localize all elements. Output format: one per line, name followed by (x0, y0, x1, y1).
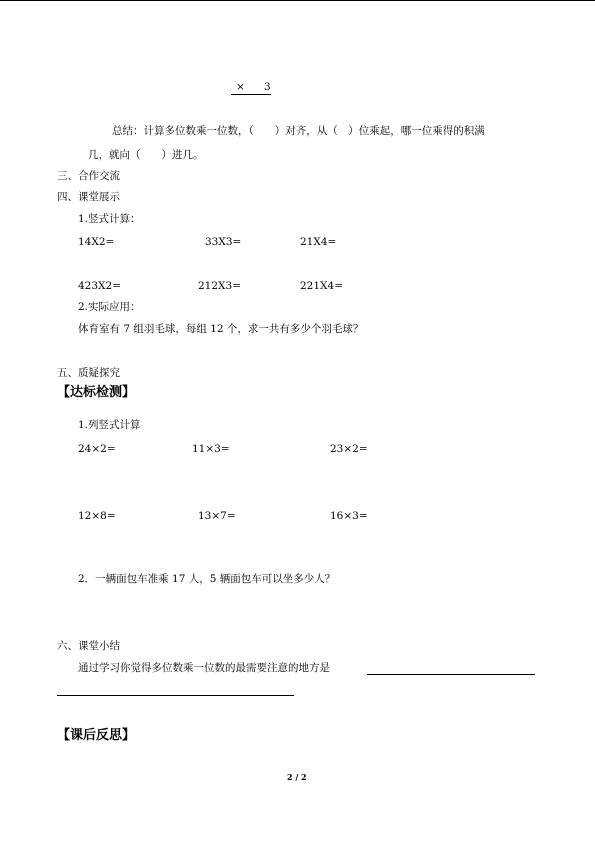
application-heading: 2.实际应用： (78, 301, 141, 313)
calc-item: 14X2= (78, 236, 115, 248)
application-problem: 体育室有 7 组羽毛球，每组 12 个，求一共有多少个羽毛球？ (78, 323, 364, 335)
answer-blank-line (367, 674, 535, 675)
multiply-underline (231, 94, 271, 95)
test-item: 24×2= (78, 443, 116, 455)
section-heading-6: 六、课堂小结 (57, 640, 120, 652)
summary-line-2: 几，就向（ ）进几。 (88, 149, 204, 161)
multiply-digit: 3 (264, 81, 271, 93)
test-item: 12×8= (78, 510, 116, 522)
test-heading: 【达标检测】 (57, 385, 136, 400)
answer-blank-line-2 (57, 695, 294, 696)
test-item: 11×3= (192, 443, 230, 455)
test-question-1: 1.列竖式计算 (78, 419, 141, 431)
calc-item: 212X3= (198, 280, 241, 292)
summary-prompt: 通过学习你觉得多位数乘一位数的最需要注意的地方是 (78, 662, 330, 674)
test-question-2: 2．一辆面包车准乘 17 人，5 辆面包车可以坐多少人？ (78, 573, 336, 585)
section-heading-4: 四、课堂展示 (57, 191, 120, 203)
calc-item: 21X4= (300, 236, 337, 248)
vertical-calc-heading: 1.竖式计算： (78, 213, 141, 225)
section-heading-5: 五、质疑探究 (57, 367, 120, 379)
calc-item: 221X4= (300, 280, 343, 292)
calc-item: 33X3= (205, 236, 242, 248)
summary-line-1: 总结：计算多位数乘一位数，（ ）对齐，从（ ）位乘起，哪一位乘得的积满 (112, 125, 485, 137)
section-heading-3: 三、合作交流 (57, 170, 120, 182)
page-number: 2 / 2 (287, 772, 307, 782)
header-rule (0, 0, 595, 1)
multiply-sign: × (236, 81, 245, 93)
test-item: 13×7= (198, 510, 236, 522)
test-item: 23×2= (330, 443, 368, 455)
calc-item: 423X2= (78, 280, 121, 292)
test-item: 16×3= (330, 510, 368, 522)
reflection-heading: 【课后反思】 (57, 728, 136, 743)
